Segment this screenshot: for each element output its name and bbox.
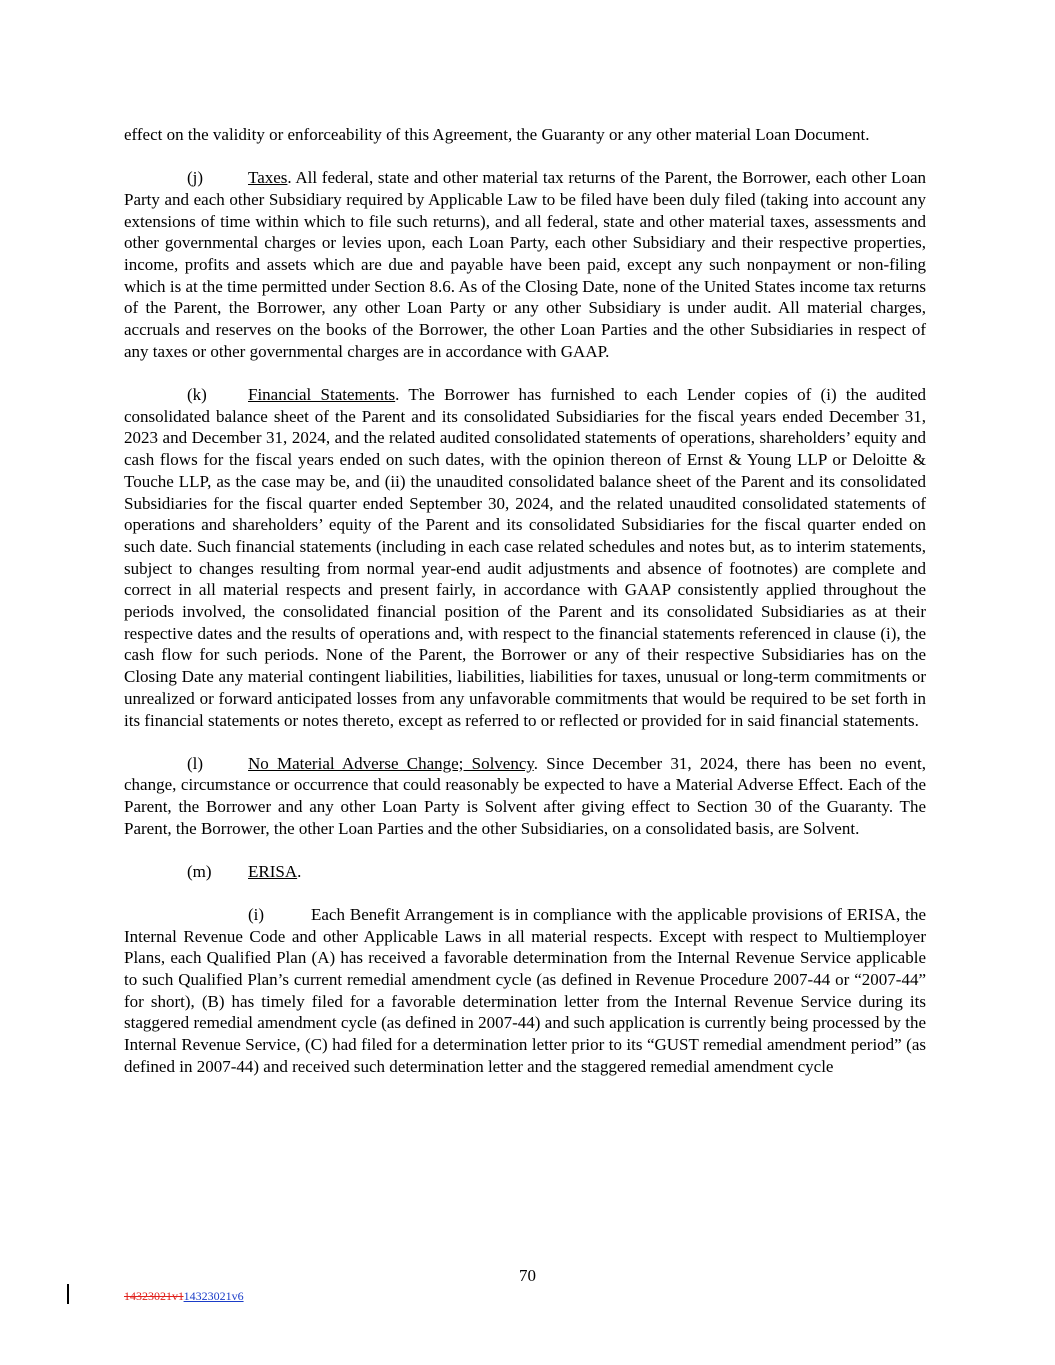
section-j [124,167,926,362]
section-k-title: Financial Statements [248,385,396,405]
section-k [124,384,926,731]
section-l-number: (l) [187,753,204,773]
section-m-number: (m) [187,862,212,882]
section-l-title: No Material Adverse Change; Solvency [248,753,534,773]
section-k-number: (k) [187,385,207,405]
document-body [124,124,926,1099]
revision-change-bar [67,1284,69,1304]
section-m [124,861,926,883]
subsection-m-i-text: Each Benefit Arrangement is in compliance with the applicable provisions of ERISA, the Internal Revenue Code and other Applicable Laws in all material respects. Except with respect to Multiemployer Plans, each Qualified Plan (A) has received a favorable determination from the Internal Revenue Service applicable to such Qualified Plan’s current remedial amendment cycle (as defined in Revenue Procedure 2007-44 or “2007-44” for short), (B) has timely filed for a favorable determination letter from the Internal Revenue Service during its staggered remedial amendment cycle (as defined in 2007-44) and such application is currently being processed by the Internal Revenue Service, (C) had filed for a determination letter prior to its “GUST remedial amendment period” (as defined in 2007-44) and received such determination letter and the staggered remedial amendment cycle [124,904,926,1076]
intro-paragraph: effect on the validity or enforceability of this Agreement, the Guaranty or any other material Loan Document. [124,125,870,144]
section-m-text: . [297,862,302,882]
subsection-m-i [124,904,926,1078]
document-id-deleted: 14323021v1 [124,1289,184,1303]
document-id [124,1289,244,1304]
section-m-title: ERISA [248,862,298,882]
section-j-number: (j) [187,168,204,188]
section-l [124,753,926,840]
section-l-text: . Since December 31, 2024, there has been no event, change, circumstance or occurrence that could reasonably be expected to have a Material Adverse Effect. Each of the Parent, the Borrower and any other Loan Party is Solvent after giving effect to Section 30 of the Guaranty. The Parent, the Borrower, the other Loan Parties and the other Subsidiaries, on a consolidated basis, are Solvent. [124,753,926,838]
document-id-inserted: 14323021v6 [183,1289,244,1303]
page-number: 70 [519,1266,536,1285]
section-k-text: . The Borrower has furnished to each Lender copies of (i) the audited consolidated balance sheet of the Parent and its consolidated Subsidiaries for the fiscal years ended December 31, 2023 and December 31, 2024, and the related audited consolidated statements of operations, shareholders’ equity and cash flows for the fiscal years ended on such dates, with the opinion thereon of Ernst & Young LLP or Deloitte & Touche LLP, as the case may be, and (ii) the unaudited consolidated balance sheet of the Parent and its consolidated Subsidiaries for the fiscal quarter ended September 30, 2024, and the related unaudited consolidated statements of operations and shareholders’ equity of the Parent and its consolidated Subsidiaries for the fiscal quarter ended on such date. Such financial statements (including in each case related schedules and notes but, as to interim statements, subject to changes resulting from normal year-end audit adjustments and absence of footnotes) are complete and correct in all material respects and present fairly, in accordance with GAAP consistently applied throughout the periods involved, the consolidated financial position of the Parent and its consolidated Subsidiaries as at their respective dates and the results of operations and, with respect to the financial statements referenced in clause (i), the cash flow for such periods. None of the Parent, the Borrower or any of their respective Subsidiaries has on the Closing Date any material contingent liabilities, liabilities, liabilities for taxes, unusual or long-term commitments or unrealized or forward anticipated losses from any unfavorable commitments that would be required to be set forth in its financial statements or notes thereto, except as referred to or reflected or provided for in said financial statements. [124,385,926,730]
section-j-title: Taxes [248,168,288,188]
subsection-m-i-number: (i) [248,904,265,924]
section-j-text: . All federal, state and other material tax returns of the Parent, the Borrower, each other Loan Party and each other Subsidiary required by Applicable Law to be filed have been duly filed (taking into account any extensions of time within which to file such returns), and all federal, state and other material taxes, assessments and other governmental charges or levies upon, each Loan Party, each other Subsidiary and their respective properties, income, profits and assets which are due and payable have been paid, except any such nonpayment or non-filing which is at the time permitted under Section 8.6. As of the Closing Date, none of the United States income tax returns of the Parent, the Borrower, any other Loan Party or any other Subsidiary is under audit. All material charges, accruals and reserves on the books of the Borrower, the other Loan Parties and the other Subsidiaries in respect of any taxes or other governmental charges are in accordance with GAAP. [124,168,926,361]
